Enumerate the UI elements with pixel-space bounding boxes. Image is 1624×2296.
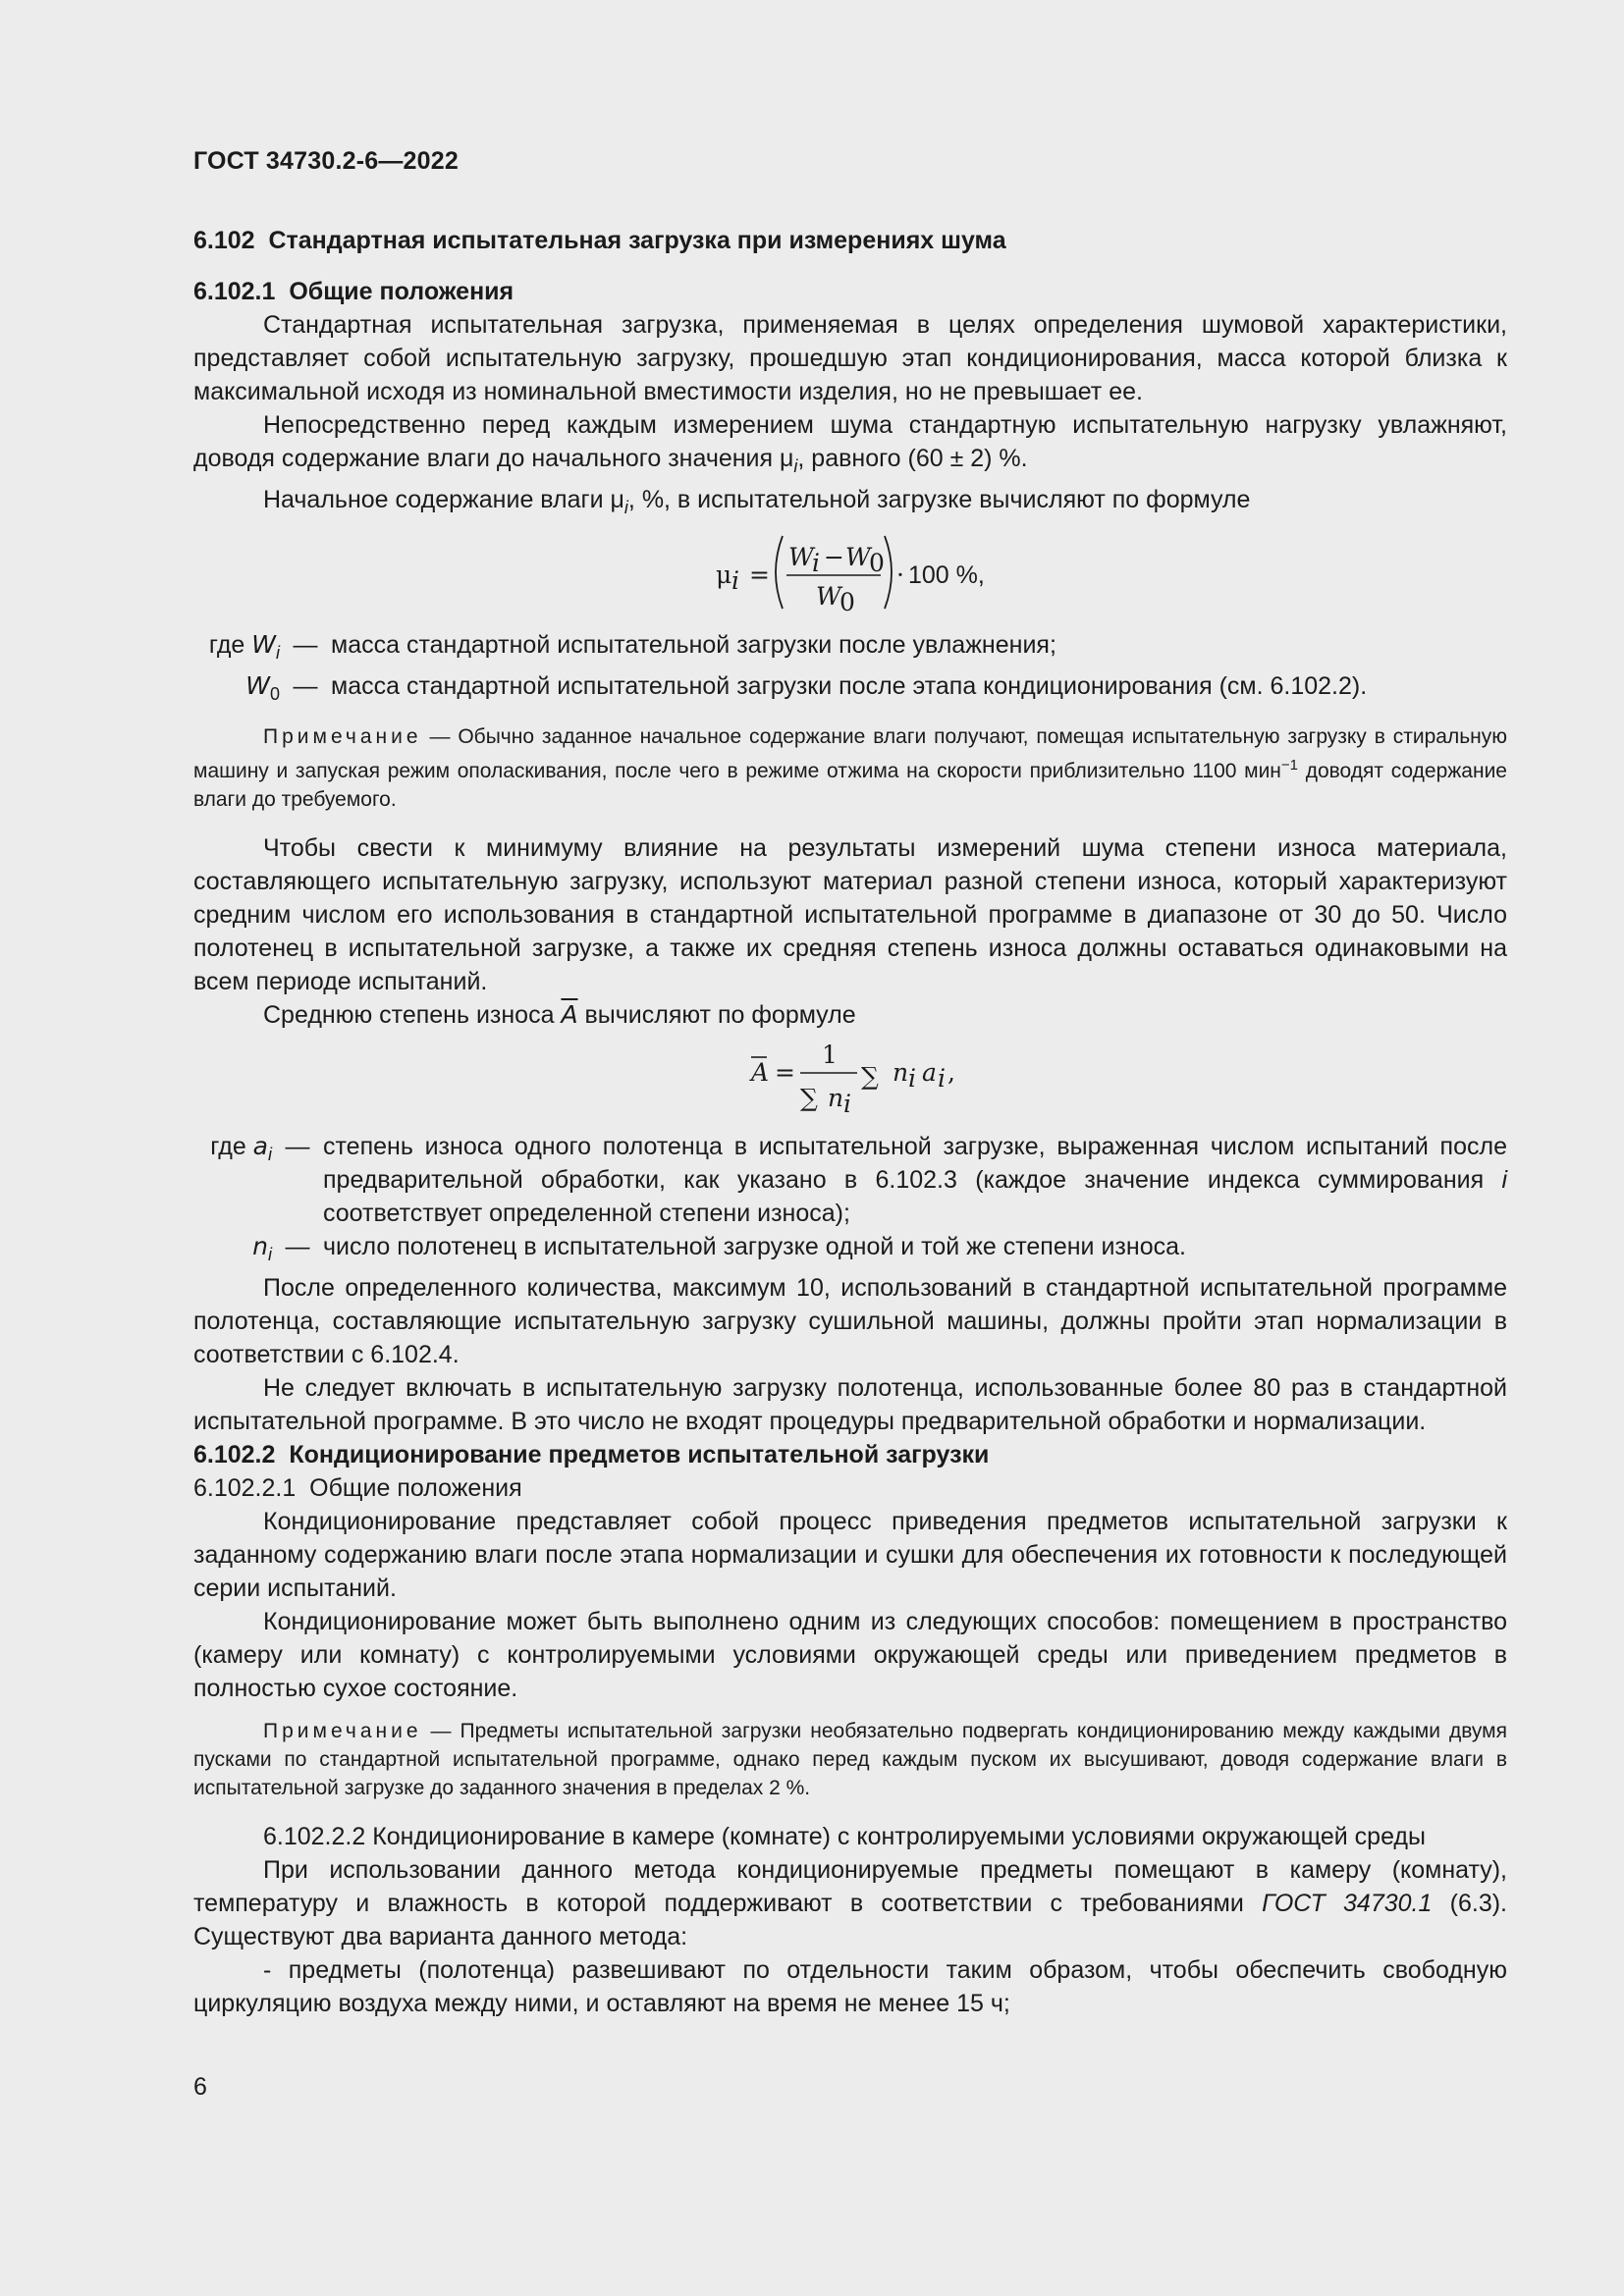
paragraph-8: Кондиционирование представляет собой процесс приведения предметов испытательной загрузки к заданному содержанию влаги после этапа нормализации и сушки для обеспечения их готовности к последующей серии испытаний.: [193, 1508, 1507, 1602]
paragraph-1: Стандартная испытательная загрузка, применяемая в целях определения шумовой характеристики, представляет собой испытательную загрузку, прошедшую этап кондиционирования, масса которой близка к максимальной исходя из номинальной вместимости изделия, но не превышает ее.: [193, 311, 1507, 405]
svg-text:n: n: [828, 1084, 844, 1112]
paragraph-11: - предметы (полотенца) развешивают по отдельности таким образом, чтобы обеспечить свободную циркуляцию воздуха между ними, и оставляют на время не менее 15 ч;: [193, 1956, 1507, 2017]
svg-text:n: n: [893, 1058, 909, 1087]
svg-text:∑: ∑: [800, 1084, 818, 1112]
svg-text:=: =: [775, 1058, 795, 1087]
svg-text:i: i: [731, 566, 739, 595]
definition-w0: $W_0$ — масса стандартной испытательной загрузки после этапа кондиционирования (см. 6.102.2).: [245, 671, 1368, 704]
formula-moisture-svg: [193, 524, 1507, 620]
section-heading-6-102-2: 6.102.2 Кондиционирование предметов испытательной загрузки: [193, 1441, 990, 1468]
svg-text:W: W: [788, 543, 814, 571]
svg-text:100 %,: 100 %,: [908, 561, 985, 589]
definition-wi: где $W_i$ — масса стандартной испытательной загрузки после увлажнения;: [208, 630, 1056, 663]
section-heading-6-102-1: 6.102.1 Общие положения: [193, 278, 514, 305]
left-paren: [776, 536, 783, 609]
paragraph-6: После определенного количества, максимум 10, использований в стандартной испытательной программе полотенца, составляющие испытательную загрузку сушильной машины, должны пройти этап нормализации в соответствии с 6.102.4.: [193, 1274, 1507, 1368]
svg-text:μ: μ: [716, 561, 732, 589]
note-1: Примечание — Обычно заданное начальное содержание влаги получают, помещая испытательную загрузку в стиральную машину и запуская режим ополаскивания, после чего в режиме отжима на скорости приблизительно 1100 мин$^{-1}$ доводят содержание влаги до требуемого.: [193, 725, 1507, 811]
paragraph-4: Чтобы свести к минимуму влияние на результаты измерений шума степени износа материала, составляющего испытательную загрузку, используют материал разной степени износа, который характеризуют средним числом его использования в стандартной испытательной программе в диапазоне от 30 до 50. Число полотенец в испытательной загрузке, а также их средняя степень износа должны оставаться одинаковыми на всем периоде испытаний.: [193, 834, 1507, 995]
definition-ai: где $a_i$ — степень износа одного полотенца в испытательной загрузке, выраженная числом испытаний после предварительной обработки, как указано в 6.102.3 (каждое значение индекса суммирования i соответствует определенной степени износа);: [210, 1132, 1507, 1227]
svg-text:=: =: [749, 561, 770, 589]
formula-wear: [193, 1032, 1507, 1122]
svg-text:·: ·: [896, 561, 904, 589]
section-heading-6-102-2-1: 6.102.2.1 Общие положения: [193, 1474, 522, 1502]
formula-moisture: [193, 524, 1507, 620]
svg-text:i: i: [812, 549, 820, 577]
svg-text:,: ,: [947, 1058, 955, 1087]
section-heading-6-102-2-2: 6.102.2.2 Кондиционирование в камере (комнате) с контролируемыми условиями окружающей среды: [263, 1823, 1426, 1850]
right-paren: [885, 536, 892, 609]
paragraph-2: Непосредственно перед каждым измерением шума стандартную испытательную нагрузку увлажняют, доводя содержание влаги до начального значения $\mu_i$, равного (60 ± 2) %.: [193, 411, 1507, 476]
page-number: 6: [193, 2073, 207, 2101]
svg-text:A: A: [751, 1058, 770, 1087]
svg-text:∑: ∑: [861, 1062, 879, 1091]
paragraph-7: Не следует включать в испытательную загрузку полотенца, использованные более 80 раз в стандартной испытательной программе. В это число не входят процедуры предварительной обработки и нормализации.: [193, 1374, 1507, 1435]
svg-text:i: i: [843, 1090, 851, 1118]
paragraph-5: Среднюю степень износа $\overline{A}$ вычисляют по формуле: [263, 1000, 856, 1029]
section-heading-6-102: 6.102 Стандартная испытательная загрузка при измерениях шума: [193, 227, 1006, 254]
svg-text:a: a: [922, 1058, 937, 1087]
svg-text:W: W: [816, 582, 841, 611]
paragraph-10: При использовании данного метода кондиционируемые предметы помещают в камеру (комнату), температуру и влажность в которой поддерживают в соответствии с требованиями ГОСТ 34730.1 (6.3). Существуют два варианта данного метода:: [193, 1856, 1507, 1950]
svg-text:−: −: [824, 543, 844, 571]
svg-text:W: W: [845, 543, 871, 571]
definitions-1: [193, 628, 1507, 711]
svg-text:i: i: [938, 1064, 946, 1093]
note-2: Примечание — Предметы испытательной загрузки необязательно подвергать кондиционированию между каждыми двумя пусками по стандартной испытательной программе, однако перед каждым пуском их высушивают, доводя содержание влаги в испытательной загрузке до заданного значения в пределах 2 %.: [193, 1720, 1507, 1799]
paragraph-9: Кондиционирование может быть выполнено одним из следующих способов: помещением в пространство (камеру или комнату) с контролируемыми условиями окружающей среды или приведением предметов в полностью сухое состояние.: [193, 1608, 1507, 1702]
document-header: ГОСТ 34730.2-6—2022: [193, 147, 459, 175]
document-body: [193, 224, 1507, 2020]
definitions-2: [193, 1130, 1507, 1271]
paragraph-3: Начальное содержание влаги $\mu_i$, %, в испытательной загрузке вычисляют по формуле: [263, 486, 1251, 517]
svg-text:i: i: [908, 1064, 916, 1093]
svg-text:0: 0: [839, 588, 855, 616]
formula-wear-svg: [193, 1032, 1507, 1122]
svg-text:0: 0: [869, 549, 885, 577]
definition-ni: $n_i$ — число полотенец в испытательной загрузке одной и той же степени износа.: [252, 1232, 1186, 1264]
svg-text:1: 1: [822, 1041, 838, 1069]
